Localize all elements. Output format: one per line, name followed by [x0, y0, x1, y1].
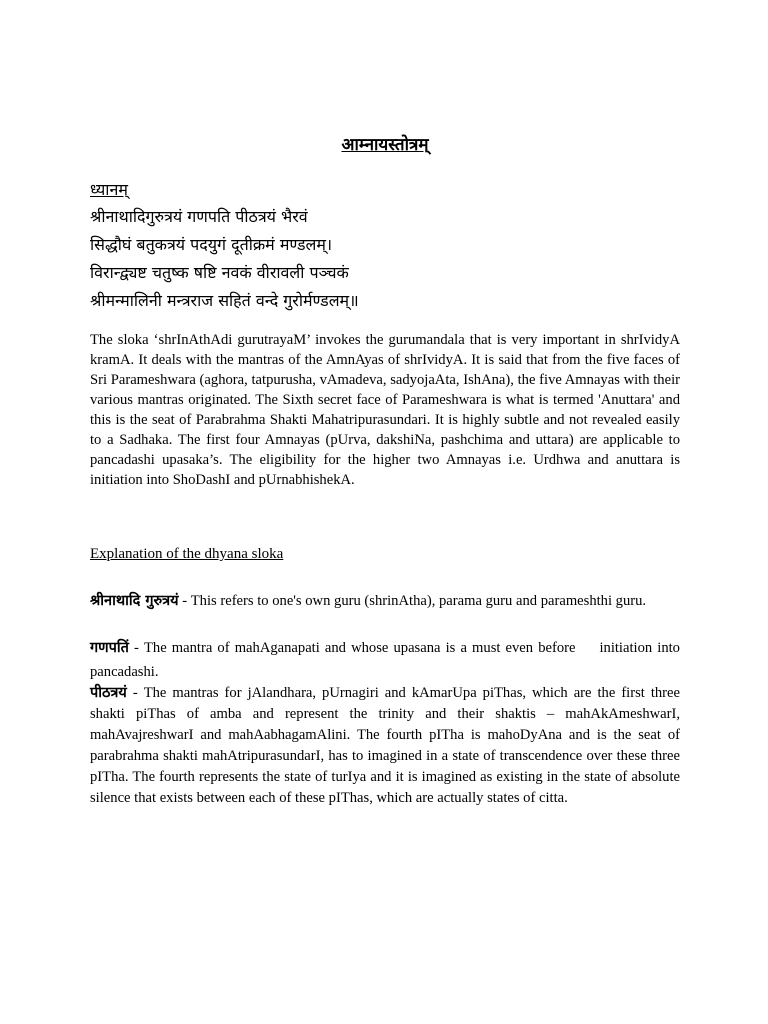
- explanation-heading: Explanation of the dhyana sloka: [90, 546, 284, 562]
- entry-text-continued: initiation into pancadashi.: [90, 640, 680, 680]
- entry-text: - The mantra of mahAganapati and whose upasana is a must even before: [128, 640, 576, 656]
- entry-term: पीठत्रयं: [90, 685, 127, 701]
- verse-line-3: विरान्द्व्यष्ट चतुष्क षष्टि नवकं वीरावली पञ्चकं: [90, 263, 349, 282]
- verse-line-4: श्रीमन्मालिनी मन्त्रराज सहितं वन्दे गुरोर्मण्डलम्॥: [90, 291, 359, 310]
- verse-line-1: श्रीनाथादिगुरुत्रयं गणपति पीठत्रयं भैरवं: [90, 207, 308, 226]
- intro-paragraph: The sloka ‘shrInAthAdi gurutrayaM’ invokes the gurumandala that is very important in shrIvidyA kramA. It deals with the mantras of the AmnAyas of shrIvidyA. It is said that from the five faces of Sri Parameshwara (aghora, tatpurusha, vAmadeva, sadyojaAta, IshAna), the five Amnayas with their various mantras originated. The Sixth secret face of Parameshwara is what is termed 'Anuttara' and this is the seat of Parabrahma Shakti Mahatripurasundari. It is highly subtle and not revealed easily to a Sadhaka. The first four Amnayas (pUrva, dakshiNa, pashchima and uttara) are applicable to pancadashi upasaka’s. The eligibility for the higher two Amnayas i.e. Urdhwa and anuttara is initiation into ShoDashI and pUrnabhishekA.: [90, 332, 680, 488]
- entry-text: - This refers to one's own guru (shrinAtha), parama guru and parameshthi guru.: [178, 593, 647, 609]
- entry-term: गणपतिं: [90, 640, 129, 656]
- explanation-entry-pithatraya: [90, 683, 680, 809]
- entry-term: श्रीनाथादि गुरुत्रयं: [90, 593, 179, 609]
- document-title: आम्नायस्तोत्रम्: [341, 135, 429, 155]
- explanation-entry-gurutraya: [90, 589, 680, 613]
- dhyana-heading: ध्यानम्: [90, 180, 128, 199]
- entry-text: - The mantras for jAlandhara, pUrnagiri and kAmarUpa piThas, which are the first three shakti piThas of amba and represent the trinity and their shaktis – mahAkAmeshwarI, mahAvajreshwarI and mahAabhagamAlini. The fourth pITha is mahoDyAna and is the seat of parabrahma shakti mahAtripurasundarI, has to imagined in a state of transcendence over these three pITha. The fourth represents the state of turIya and it is imagined as existing in the state of absolute silence that exists between each of these pIThas, which are actually states of citta.: [90, 685, 680, 806]
- verse-line-2: सिद्धौघं बतुकत्रयं पदयुगं दूतीक्रमं मण्डलम्।: [90, 235, 333, 254]
- explanation-entry-ganapati: [90, 636, 680, 684]
